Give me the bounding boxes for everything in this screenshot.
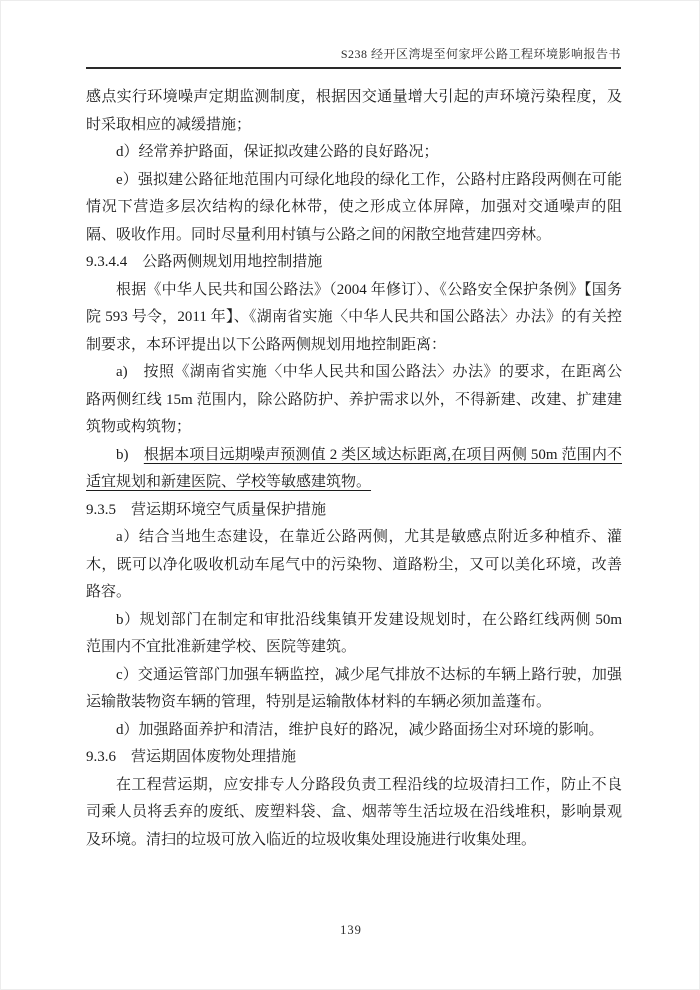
list-item-d-road-maintenance: d）经常养护路面，保证拟改建公路的良好路况； <box>116 144 439 160</box>
page-header <box>86 45 621 62</box>
section-heading-9-3-4-4: 9.3.4.4 公路两侧规划用地控制措施 <box>86 254 323 270</box>
list-item-b-noise-50m <box>86 442 622 497</box>
header-divider <box>86 67 621 69</box>
document-body <box>86 84 622 854</box>
header-title: S238 经开区湾堤至何家坪公路工程环境影响报告书 <box>340 47 621 61</box>
underlined-requirement-text: 根据本项目远期噪声预测值 2 类区域达标距离,在项目两侧 50m 范围内不适宜规划和新建医院、学校等敏感建筑物。 <box>86 446 622 490</box>
section-heading-9-3-5: 9.3.5 营运期环境空气质量保护措施 <box>86 501 327 518</box>
list-item-a-redline-15m: a) 按照《湖南省实施〈中华人民共和国公路法〉办法》的要求，在距离公路两侧红线 15m 范围内，除公路防护、养护需求以外，不得新建、改建、扩建建筑物或构筑物； <box>86 364 622 435</box>
list-item-b-planning-dept: b）规划部门在制定和审批沿线集镇开发建设规划时，在公路红线两侧 50m 范围内不宜批准新建学校、医院等建筑。 <box>86 611 622 655</box>
section-heading-9-3-6: 9.3.6 营运期固体废物处理措施 <box>86 749 297 765</box>
page-footer <box>1 923 700 938</box>
list-item-c-vehicle-monitoring: c）交通运管部门加强车辆监控，减少尾气排放不达标的车辆上路行驶，加强运输散装物资车辆的管理，特别是运输散体材料的车辆必须加盖蓬布。 <box>86 666 622 710</box>
list-item-d-road-cleaning: d）加强路面养护和清洁，维护良好的路况，减少路面扬尘对环境的影响。 <box>116 721 604 738</box>
page-number: 139 <box>340 923 362 937</box>
list-item-e-greening: e）强拟建公路征地范围内可绿化地段的绿化工作，公路村庄路段两侧在可能情况下营造多层次结构的绿化林带，使之形成立体屏障，加强对交通噪声的阻隔、吸收作用。同时尽量利用村镇与公路之间的闲散空地营建四旁林。 <box>86 171 622 243</box>
paragraph-legal-basis: 根据《中华人民共和国公路法》（2004 年修订）、《公路安全保护条例》【国务院 593 号令，2011 年】、《湖南省实施〈中华人民共和国公路法〉办法》的有关控制要求，本环评提出以下公路两侧规划用地控制距离： <box>86 281 622 353</box>
paragraph-solid-waste: 在工程营运期，应安排专人分路段负责工程沿线的垃圾清扫工作，防止不良司乘人员将丢弃的废纸、废塑料袋、盒、烟蒂等生活垃圾在沿线堆积，影响景观及环境。清扫的垃圾可放入临近的垃圾收集处理设施进行收集处理。 <box>86 776 622 848</box>
list-item-b-marker: b) <box>116 446 144 463</box>
paragraph-continuation: 感点实行环境噪声定期监测制度，根据因交通量增大引起的声环境污染程度，及时采取相应的减缓措施； <box>86 89 622 133</box>
list-item-a-planting: a）结合当地生态建设，在靠近公路两侧，尤其是敏感点附近多种植乔、灌木，既可以净化吸收机动车尾气中的污染物、道路粉尘，又可以美化环境，改善路容。 <box>86 529 622 600</box>
